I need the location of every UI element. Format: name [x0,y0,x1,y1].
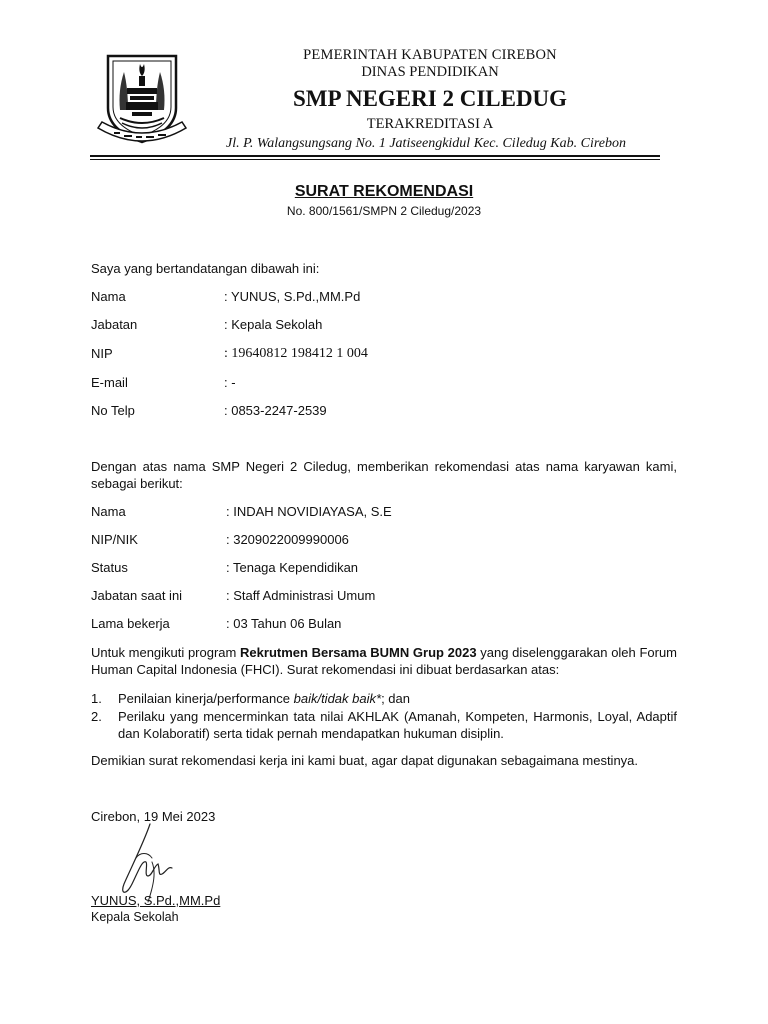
letterhead-rule-thick [90,155,660,157]
program-text-post: yang diselenggarakan oleh Forum Human Capital Indonesia (FHCI). Surat rekomendasi ini dibuat berdasarkan atas: [91,645,678,677]
list-text: Perilaku yang mencerminkan tata nilai AKHLAK (Amanah, Kompeten, Harmonis, Loyal, Adaptif dan Kolaboratif) serta tidak pernah mendapatkan hukuman disiplin. [118,709,677,741]
signer-name: YUNUS, S.Pd.,MM.Pd [91,893,221,908]
list-text-italic: baik/tidak baik* [293,691,382,706]
employee-label: NIP/NIK [91,532,138,547]
employee-label: Nama [91,504,126,519]
signer-label: NIP [91,346,113,361]
paragraph-program [91,644,677,678]
signer-value: : 0853-2247-2539 [224,403,327,418]
signer-label: E-mail [91,375,128,390]
letter-title: SURAT REKOMENDASI [294,183,474,200]
closing-text: Demikian surat rekomendasi kerja ini kami buat, agar dapat digunakan sebagaimana mestinya. [91,753,639,768]
letterhead-rule-thin [90,159,660,160]
letter-number: No. 800/1561/SMPN 2 Ciledug/2023 [286,204,482,218]
employee-label: Lama bekerja [91,616,170,631]
signer-label: No Telp [91,403,135,418]
signer-label: Nama [91,289,126,304]
employee-value: : 03 Tahun 06 Bulan [226,616,342,631]
list-text-post: ; dan [381,691,410,706]
department-line: DINAS PENDIDIKAN [361,64,499,80]
signer-value: : 19640812 198412 1 004 [224,346,368,361]
school-address: Jl. P. Walangsungsang No. 1 Jatiseengkidul Kec. Ciledug Kab. Cirebon [225,136,627,151]
employee-value: : 3209022009990006 [226,532,349,547]
letterhead [200,46,660,155]
signer-value: : Kepala Sekolah [224,317,323,332]
employee-label: Jabatan saat ini [91,588,183,603]
regency-emblem-icon [94,50,190,150]
signer-value: : - [224,375,236,390]
school-name: SMP NEGERI 2 CILEDUG [292,86,568,111]
list-number: 2. [91,709,102,724]
accreditation-line: TERAKREDITASI A [366,116,494,132]
place-date: Cirebon, 19 Mei 2023 [91,809,216,824]
intro-text: Saya yang bertandatangan dibawah ini: [91,261,320,276]
program-name: Rekrutmen Bersama BUMN Grup 2023 [240,645,477,660]
employee-value: : INDAH NOVIDIAYASA, S.E [226,504,392,519]
program-text-pre: Untuk mengikuti program [91,645,241,660]
signer-value: : YUNUS, S.Pd.,MM.Pd [224,289,361,304]
government-line: PEMERINTAH KABUPATEN CIREBON [303,47,557,63]
list-text-pre: Penilaian kinerja/performance [118,691,294,706]
signer-position: Kepala Sekolah [91,910,179,924]
list-number: 1. [91,691,102,706]
employee-label: Status [91,560,128,575]
list-text [118,690,677,707]
employee-value: : Tenaga Kependidikan [226,560,359,575]
signer-label: Jabatan [91,317,138,332]
employee-value: : Staff Administrasi Umum [226,588,376,603]
paragraph-recommendation: Dengan atas nama SMP Negeri 2 Ciledug, memberikan rekomendasi atas nama karyawan kami, sebagai berikut: [91,459,677,491]
